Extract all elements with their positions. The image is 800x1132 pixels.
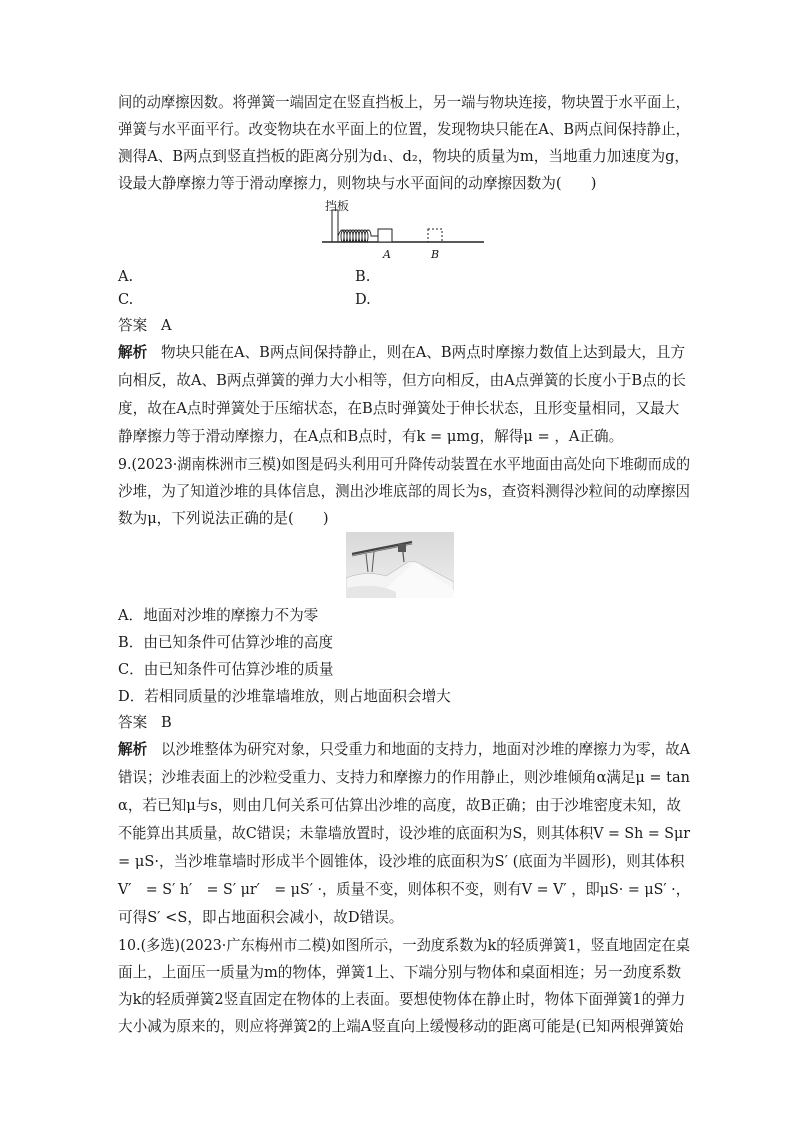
q8-analysis-label: 解析 — [118, 344, 148, 361]
q9-line-3: 数为μ，下列说法正确的是( ) — [118, 510, 329, 527]
q8-line-3: 测得A、B两点到竖直挡板的距离分别为d₁、d₂，物块的质量为m，当地重力加速度为g， — [118, 148, 690, 165]
q9-analysis-line-2: 错误；沙堆表面上的沙粒受重力、支持力和摩擦力的作用静止，则沙堆倾角α满足μ = tan — [118, 769, 690, 786]
q10-line-1: 10.(多选)(2023·广东梅州市二模)如图所示，一劲度系数为k的轻质弹簧1，竖直地固定在桌 — [118, 937, 690, 954]
q8-analysis-line-2: 向相反，故A、B两点弹簧的弹力大小相等，但方向相反，由A点弹簧的长度小于B点的长 — [118, 372, 686, 389]
q10-line-3: 为k的轻质弹簧2竖直固定在物体的上表面。要想使物体在静止时，物体下面弹簧1的弹力 — [118, 991, 686, 1008]
q9-option-d: D．若相同质量的沙堆靠墙堆放，则占地面积会增大 — [118, 688, 451, 705]
q8-line-1: 间的动摩擦因数。将弹簧一端固定在竖直挡板上，另一端与物块连接，物块置于水平面上， — [118, 94, 690, 111]
q9-line-2: 沙堆，为了知道沙堆的具体信息，测出沙堆底部的周长为s，查资料测得沙粒间的动摩擦因 — [118, 483, 690, 500]
sand-pile-photo — [346, 532, 454, 598]
q8-option-a: A. — [118, 268, 134, 285]
q8-line-2: 弹簧与水平面平行。改变物块在水平面上的位置，发现物块只能在A、B两点间保持静止， — [118, 121, 690, 138]
q8-answer-value: A — [161, 317, 172, 334]
q8-option-c: C. — [118, 291, 134, 308]
block-a — [378, 229, 392, 242]
q9-analysis-line-7: 可得S′ <S，即占地面积会减小，故D错误。 — [118, 909, 404, 926]
q9-analysis-line-3: α，若已知μ与s，则由几何关系可估算出沙堆的高度，故B正确；由于沙堆密度未知，故 — [118, 797, 681, 814]
q8-analysis-line-3: 度，故在A点时弹簧处于压缩状态，在B点时弹簧处于伸长状态，且形变量相同，又最大 — [118, 400, 680, 417]
q10-line-4: 大小减为原来的，则应将弹簧2的上端A竖直向上缓慢移动的距离可能是(已知两根弹簧始 — [118, 1018, 684, 1035]
wall-label: 挡板 — [325, 199, 350, 213]
point-a-label: A — [383, 248, 391, 261]
q9-option-c: C．由已知条件可估算沙堆的质量 — [118, 661, 334, 678]
q9-option-b: B．由已知条件可估算沙堆的高度 — [118, 634, 334, 651]
block-b-dashed — [428, 229, 442, 242]
q9-analysis-label: 解析 — [118, 741, 148, 758]
q8-option-d: D. — [355, 291, 371, 308]
q8-analysis-line-4: 静摩擦力等于滑动摩擦力，在A点和B点时，有k = μmg，解得μ = ，A正确。 — [118, 428, 624, 445]
q9-line-1: 9.(2023·湖南株洲市三模)如图是码头利用可升降传动装置在水平地面由高处向下堆砌而成的 — [118, 456, 691, 473]
q8-option-b: B. — [355, 268, 371, 285]
point-b-label: B — [431, 248, 440, 261]
q9-analysis-line-4: 不能算出其质量，故C错误；未靠墙放置时，设沙堆的底面积为S，则其体积V = Sh = Sμr — [118, 825, 691, 842]
q10-line-2: 面上，上面压一质量为m的物体，弹簧1上、下端分别与物体和桌面相连；另一劲度系数 — [118, 964, 682, 981]
q9-option-a: A．地面对沙堆的摩擦力不为零 — [118, 607, 319, 624]
q8-line-4: 设最大静摩擦力等于滑动摩擦力，则物块与水平面间的动摩擦因数为( ) — [118, 175, 597, 192]
spring-coil — [338, 230, 378, 242]
q8-answer-label: 答案 — [118, 317, 148, 334]
q9-analysis-line-1: 以沙堆整体为研究对象，只受重力和地面的支持力，地面对沙堆的摩擦力为零，故A — [161, 741, 691, 758]
q8-analysis-line-1: 物块只能在A、B两点间保持静止，则在A、B两点时摩擦力数值上达到最大，且方 — [161, 344, 686, 361]
q9-answer-label: 答案 — [118, 714, 148, 731]
q9-analysis-line-5: = μS·，当沙堆靠墙时形成半个圆锥体，设沙堆的底面积为S′ (底面为半圆形)，则其体积 — [118, 853, 685, 870]
q9-answer-value: B — [161, 714, 172, 731]
q9-analysis-line-6: V′ = S′ h′ = S′ μr′ = μS′ ·，质量不变，则体积不变，则有V = V′ ，即μS· = μS′ ·， — [118, 881, 690, 898]
